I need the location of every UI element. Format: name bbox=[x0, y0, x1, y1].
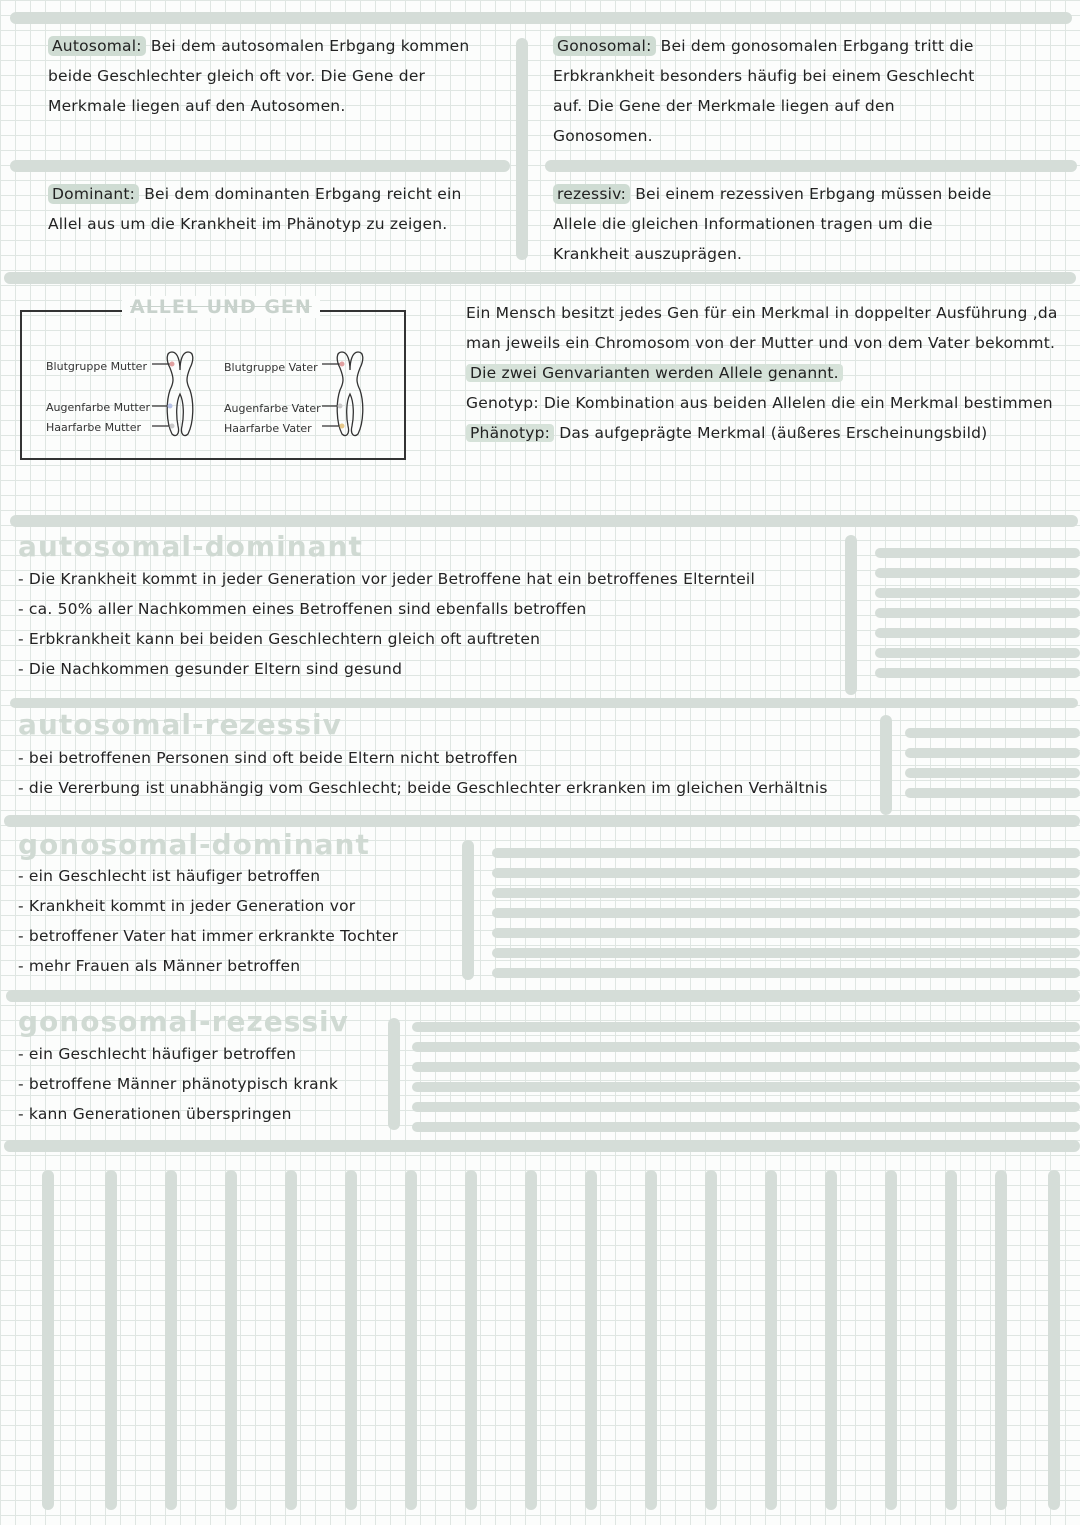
list-item: - bei betroffenen Personen sind oft beide Eltern nicht betroffen bbox=[18, 743, 878, 773]
divider-bar bbox=[285, 1170, 297, 1510]
term-gonosomal: Gonosomal: bbox=[553, 36, 656, 56]
list-item: - Die Krankheit kommt in jeder Generation vor jeder Betroffene hat ein betroffenes Elternteil bbox=[18, 564, 838, 594]
divider-bar bbox=[1048, 1170, 1060, 1510]
divider-bar bbox=[585, 1170, 597, 1510]
divider-bar bbox=[995, 1170, 1007, 1510]
definition-text: Bei dem gonosomalen Erbgang tritt die Erbkrankheit besonders häufig bei einem Geschlecht auf. Die Gene der Merkmale liegen auf den Gonosomen. bbox=[553, 37, 975, 145]
divider-bar bbox=[165, 1170, 177, 1510]
divider-bar bbox=[42, 1170, 54, 1510]
term-autosomal: Autosomal: bbox=[48, 36, 146, 56]
list-item: - Krankheit kommt in jeder Generation vor bbox=[18, 891, 458, 921]
father-label-augenfarbe: Augenfarbe Vater bbox=[224, 402, 321, 415]
divider-bar bbox=[412, 1122, 1080, 1132]
mother-label-haarfarbe: Haarfarbe Mutter bbox=[46, 421, 142, 434]
divider-bar bbox=[492, 908, 1080, 918]
divider-bar bbox=[885, 1170, 897, 1510]
definition-text: Bei dem autosomalen Erbgang kommen beide Geschlechter gleich oft vor. Die Gene der Merkmale liegen auf den Autosomen. bbox=[48, 37, 470, 115]
list-autosomal-dominant bbox=[18, 564, 838, 684]
phaenotyp-line bbox=[466, 418, 1066, 448]
divider-bar bbox=[10, 515, 1078, 527]
list-item: - ca. 50% aller Nachkommen eines Betroffenen sind ebenfalls betroffen bbox=[18, 594, 838, 624]
father-label-blutgruppe: Blutgruppe Vater bbox=[224, 361, 318, 374]
divider-bar bbox=[875, 568, 1080, 578]
list-autosomal-rezessiv bbox=[18, 743, 878, 803]
divider-bar bbox=[388, 1018, 400, 1130]
divider-bar bbox=[6, 990, 1080, 1002]
list-item: - mehr Frauen als Männer betroffen bbox=[18, 951, 458, 981]
divider-bar bbox=[545, 160, 1077, 172]
list-item: - Erbkrankheit kann bei beiden Geschlechtern gleich oft auftreten bbox=[18, 624, 838, 654]
definition-gonosomal bbox=[553, 31, 993, 151]
divider-bar bbox=[10, 12, 1072, 24]
divider-bar bbox=[645, 1170, 657, 1510]
mother-label-blutgruppe: Blutgruppe Mutter bbox=[46, 360, 147, 373]
divider-bar bbox=[492, 948, 1080, 958]
divider-bar bbox=[875, 548, 1080, 558]
section-title-gonosomal-dominant: gonosomal-dominant bbox=[18, 828, 370, 861]
divider-bar bbox=[905, 748, 1080, 758]
diagram-title: ALLEL UND GEN bbox=[122, 296, 320, 318]
divider-bar bbox=[465, 1170, 477, 1510]
allel-intro: Ein Mensch besitzt jedes Gen für ein Merkmal in doppelter Ausführung ,da man jeweils ein Chromosom von der Mutter und von dem Vater bekommt. bbox=[466, 304, 1058, 352]
chromosome-father-icon bbox=[320, 346, 380, 442]
divider-bar bbox=[525, 1170, 537, 1510]
divider-bar bbox=[905, 788, 1080, 798]
divider-bar bbox=[492, 888, 1080, 898]
divider-bar bbox=[462, 840, 474, 980]
list-item: - ein Geschlecht ist häufiger betroffen bbox=[18, 861, 458, 891]
list-gonosomal-rezessiv bbox=[18, 1039, 383, 1129]
divider-bar bbox=[412, 1022, 1080, 1032]
divider-bar bbox=[105, 1170, 117, 1510]
list-item: - betroffene Männer phänotypisch krank bbox=[18, 1069, 383, 1099]
divider-bar bbox=[905, 728, 1080, 738]
divider-bar bbox=[875, 668, 1080, 678]
genotyp-line bbox=[466, 388, 1066, 418]
divider-bar bbox=[10, 160, 510, 172]
definition-autosomal bbox=[48, 31, 493, 121]
divider-bar bbox=[875, 648, 1080, 658]
divider-bar bbox=[875, 608, 1080, 618]
divider-bar bbox=[516, 38, 528, 260]
section-title-autosomal-dominant: autosomal-dominant bbox=[18, 530, 363, 563]
divider-bar bbox=[412, 1082, 1080, 1092]
definition-text: Bei dem dominanten Erbgang reicht ein Allel aus um die Krankheit im Phänotyp zu zeigen. bbox=[48, 185, 462, 233]
divider-bar bbox=[10, 698, 1078, 708]
term-rezessiv: rezessiv: bbox=[553, 184, 630, 204]
divider-bar bbox=[845, 535, 857, 695]
divider-bar bbox=[4, 1140, 1080, 1152]
list-item: - kann Generationen überspringen bbox=[18, 1099, 383, 1129]
list-item: - betroffener Vater hat immer erkrankte Tochter bbox=[18, 921, 458, 951]
divider-bar bbox=[412, 1062, 1080, 1072]
phaenotyp-term: Phänotyp: bbox=[466, 424, 554, 442]
section-title-autosomal-rezessiv: autosomal-rezessiv bbox=[18, 708, 342, 741]
definition-dominant bbox=[48, 179, 478, 239]
list-item: - die Vererbung ist unabhängig vom Geschlecht; beide Geschlechter erkranken im gleichen Verhältnis bbox=[18, 773, 878, 803]
divider-bar bbox=[880, 715, 892, 815]
definition-rezessiv bbox=[553, 179, 993, 269]
phaenotyp-text: Das aufgeprägte Merkmal (äußeres Erscheinungsbild) bbox=[559, 424, 988, 442]
list-gonosomal-dominant bbox=[18, 861, 458, 981]
section-title-gonosomal-rezessiv: gonosomal-rezessiv bbox=[18, 1005, 349, 1038]
list-item: - Die Nachkommen gesunder Eltern sind gesund bbox=[18, 654, 838, 684]
chromosome-mother-icon bbox=[150, 346, 210, 442]
divider-bar bbox=[405, 1170, 417, 1510]
divider-bar bbox=[4, 815, 1080, 827]
allel-explanation bbox=[466, 298, 1066, 448]
divider-bar bbox=[412, 1042, 1080, 1052]
genotyp-text: Die Kombination aus beiden Allelen die ein Merkmal bestimmen bbox=[543, 394, 1053, 412]
divider-bar bbox=[4, 272, 1076, 284]
allel-highlight: Die zwei Genvarianten werden Allele genannt. bbox=[466, 364, 843, 382]
list-item: - ein Geschlecht häufiger betroffen bbox=[18, 1039, 383, 1069]
genotyp-term: Genotyp: bbox=[466, 394, 539, 412]
divider-bar bbox=[905, 768, 1080, 778]
father-label-haarfarbe: Haarfarbe Vater bbox=[224, 422, 312, 435]
term-dominant: Dominant: bbox=[48, 184, 139, 204]
divider-bar bbox=[345, 1170, 357, 1510]
divider-bar bbox=[875, 588, 1080, 598]
definition-text: Bei einem rezessiven Erbgang müssen beide Allele die gleichen Informationen tragen um die Krankheit auszuprägen. bbox=[553, 185, 992, 263]
divider-bar bbox=[765, 1170, 777, 1510]
divider-bar bbox=[225, 1170, 237, 1510]
divider-bar bbox=[875, 628, 1080, 638]
divider-bar bbox=[705, 1170, 717, 1510]
divider-bar bbox=[945, 1170, 957, 1510]
divider-bar bbox=[492, 848, 1080, 858]
divider-bar bbox=[492, 968, 1080, 978]
divider-bar bbox=[492, 868, 1080, 878]
divider-bar bbox=[825, 1170, 837, 1510]
mother-label-augenfarbe: Augenfarbe Mutter bbox=[46, 401, 150, 414]
divider-bar bbox=[412, 1102, 1080, 1112]
divider-bar bbox=[492, 928, 1080, 938]
allel-highlight-line bbox=[466, 358, 1066, 388]
